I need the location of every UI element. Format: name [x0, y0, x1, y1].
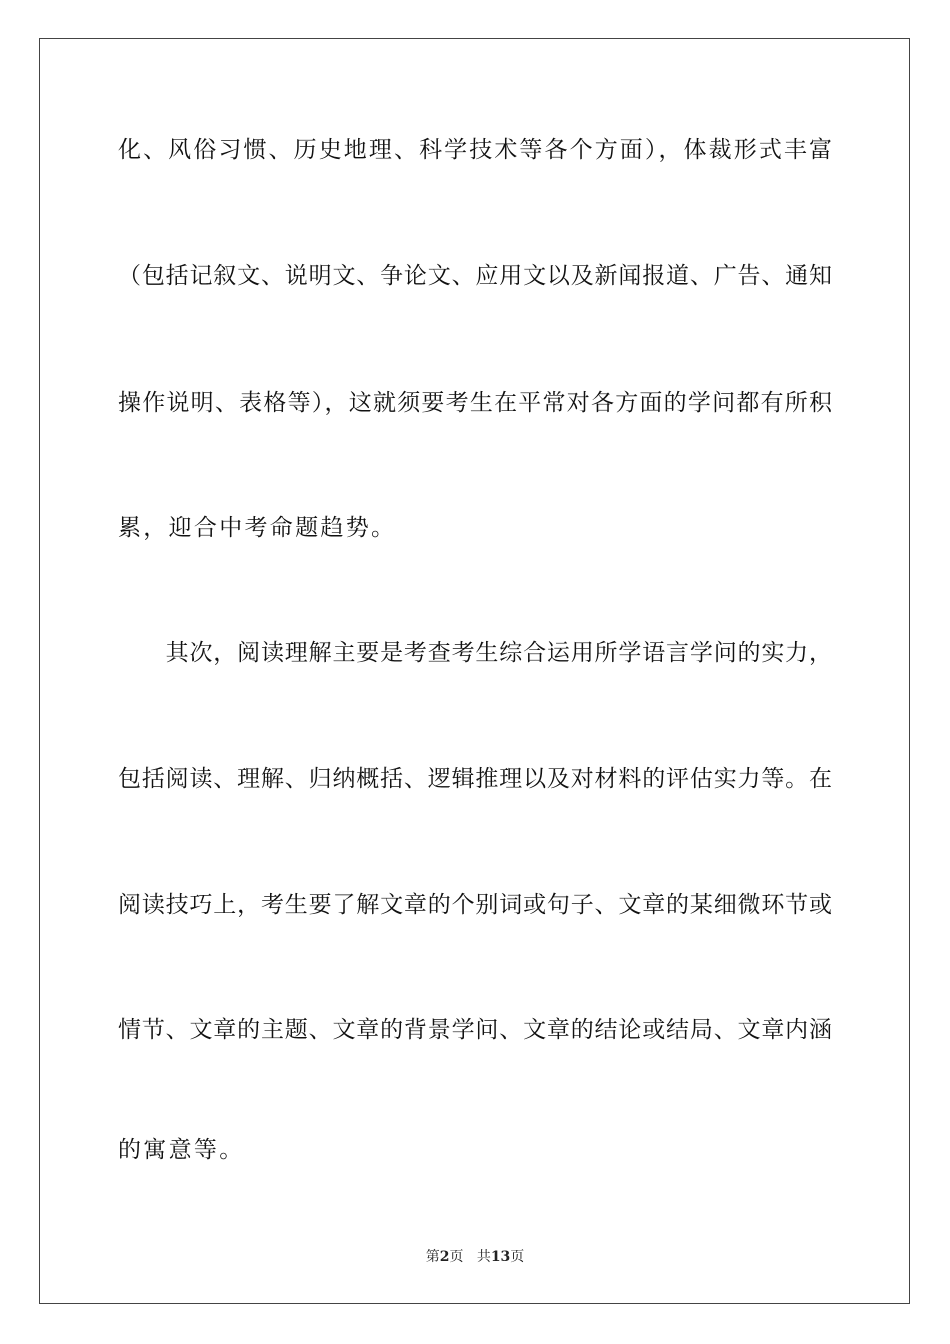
page-suffix: 页: [449, 1249, 464, 1265]
text-line: 化、风俗习惯、历史地理、科学技术等各个方面），体裁形式丰富: [118, 137, 832, 163]
text-line: 累，迎合中考命题趋势。: [118, 515, 397, 541]
total-pages: 13: [490, 1249, 511, 1265]
text-line: 情节、文章的主题、文章的背景学问、文章的结论或结局、文章内涵: [118, 1017, 832, 1043]
text-line: 操作说明、表格等），这就须要考生在平常对各方面的学问都有所积: [118, 390, 832, 416]
page-footer: [0, 1247, 950, 1267]
page-number: 2: [439, 1249, 450, 1265]
text-line: 的寓意等。: [118, 1137, 245, 1163]
total-suffix: 页: [510, 1249, 525, 1265]
page-prefix: 第: [425, 1249, 440, 1265]
total-prefix: 共: [476, 1249, 491, 1265]
text-line: （包括记叙文、说明文、争论文、应用文以及新闻报道、广告、通知: [118, 263, 832, 289]
text-line: 阅读技巧上，考生要了解文章的个别词或句子、文章的某细微环节或: [118, 892, 832, 918]
text-line: 其次，阅读理解主要是考查考生综合运用所学语言学问的实力，: [118, 640, 832, 666]
text-line: 包括阅读、理解、归纳概括、逻辑推理以及对材料的评估实力等。在: [118, 766, 832, 792]
